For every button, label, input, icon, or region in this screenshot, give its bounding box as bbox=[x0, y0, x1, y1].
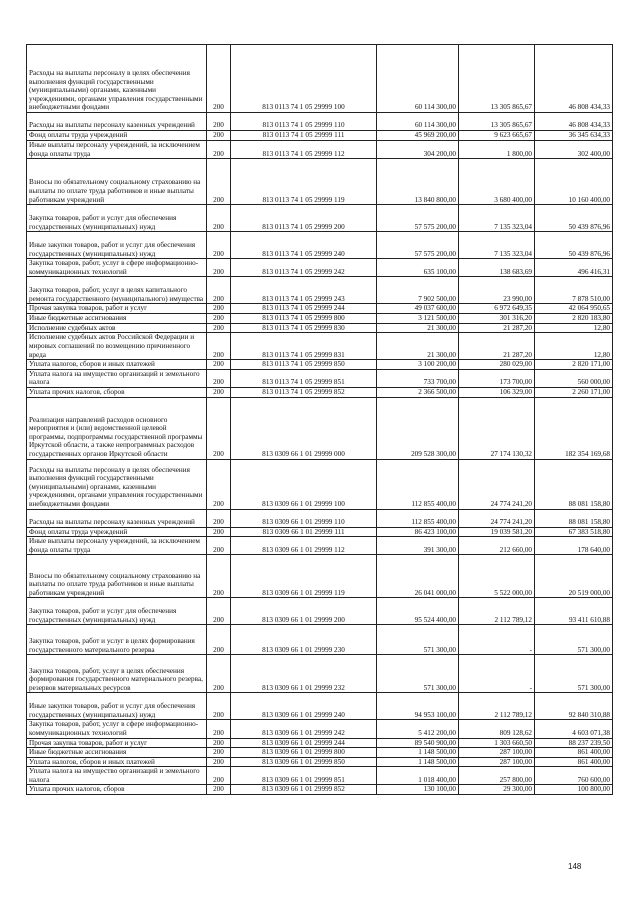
row-approved-amount: 57 575 200,00 bbox=[377, 205, 459, 232]
table-row bbox=[27, 720, 613, 738]
row-unexecuted-amount: 50 439 876,96 bbox=[535, 205, 613, 232]
row-executed-amount: 280 029,00 bbox=[459, 360, 535, 370]
table-row bbox=[27, 313, 613, 323]
row-executed-amount: - bbox=[459, 655, 535, 693]
row-approved-amount: 95 524 400,00 bbox=[377, 598, 459, 625]
row-approved-amount: 21 300,00 bbox=[377, 333, 459, 360]
table-row bbox=[27, 141, 613, 159]
row-unexecuted-amount: 67 383 518,80 bbox=[535, 527, 613, 537]
row-line-code: 200 bbox=[207, 387, 231, 397]
row-name: Уплата налогов, сборов и иных платежей bbox=[27, 757, 207, 767]
row-unexecuted-amount: 7 878 510,00 bbox=[535, 277, 613, 304]
row-unexecuted-amount: 2 820 183,80 bbox=[535, 313, 613, 323]
row-executed-amount: - bbox=[459, 625, 535, 655]
row-executed-amount: 2 112 789,12 bbox=[459, 598, 535, 625]
table-row bbox=[27, 304, 613, 314]
row-unexecuted-amount: 571 300,00 bbox=[535, 655, 613, 693]
row-line-code: 200 bbox=[207, 693, 231, 720]
row-approved-amount: 13 840 800,00 bbox=[377, 159, 459, 205]
row-executed-amount: 173 700,00 bbox=[459, 369, 535, 387]
row-executed-amount: 287 100,00 bbox=[459, 757, 535, 767]
row-approved-amount: 26 041 000,00 bbox=[377, 555, 459, 598]
row-executed-amount: 24 774 241,20 bbox=[459, 459, 535, 509]
table-row bbox=[27, 625, 613, 655]
row-unexecuted-amount: 560 000,00 bbox=[535, 369, 613, 387]
row-name: Взносы по обязательному социальному страхованию на выплаты по оплате труда работников и иные выплаты работникам учреждений bbox=[27, 159, 207, 205]
row-line-code: 200 bbox=[207, 131, 231, 141]
row-unexecuted-amount: 302 400,00 bbox=[535, 141, 613, 159]
row-executed-amount: 23 990,00 bbox=[459, 277, 535, 304]
row-name: Закупка товаров, работ и услуг для обеспечения государственных (муниципальных) нужд bbox=[27, 598, 207, 625]
row-unexecuted-amount: 88 081 158,80 bbox=[535, 459, 613, 509]
table-row bbox=[27, 509, 613, 527]
row-unexecuted-amount: 861 400,00 bbox=[535, 757, 613, 767]
row-unexecuted-amount: 2 260 171,00 bbox=[535, 387, 613, 397]
row-unexecuted-amount: 760 600,00 bbox=[535, 767, 613, 785]
table-row bbox=[27, 333, 613, 360]
row-approved-amount: 1 148 500,00 bbox=[377, 748, 459, 758]
row-line-code: 200 bbox=[207, 369, 231, 387]
row-line-code: 200 bbox=[207, 323, 231, 333]
row-classification-code: 813 0309 66 1 01 29999 111 bbox=[231, 527, 377, 537]
row-name: Расходы на выплаты персоналу в целях обеспечения выполнения функций государственными (муниципальными) органами, казенными учреждениями, органами управления государственными внебюджетными фондами bbox=[27, 459, 207, 509]
row-line-code: 200 bbox=[207, 205, 231, 232]
row-classification-code: 813 0113 74 1 05 29999 110 bbox=[231, 113, 377, 131]
row-approved-amount: 1 148 500,00 bbox=[377, 757, 459, 767]
row-name: Расходы на выплаты персоналу казенных учреждений bbox=[27, 509, 207, 527]
table-row bbox=[27, 397, 613, 459]
budget-execution-table bbox=[26, 44, 613, 795]
row-executed-amount: 21 287,20 bbox=[459, 333, 535, 360]
row-line-code: 200 bbox=[207, 113, 231, 131]
row-executed-amount: 13 305 865,67 bbox=[459, 113, 535, 131]
row-classification-code: 813 0113 74 1 05 29999 112 bbox=[231, 141, 377, 159]
row-approved-amount: 21 300,00 bbox=[377, 323, 459, 333]
row-unexecuted-amount: 861 400,00 bbox=[535, 748, 613, 758]
row-executed-amount: 2 112 789,12 bbox=[459, 693, 535, 720]
row-line-code: 200 bbox=[207, 397, 231, 459]
row-executed-amount: 3 680 400,00 bbox=[459, 159, 535, 205]
row-executed-amount: 1 303 660,50 bbox=[459, 738, 535, 748]
table-row bbox=[27, 757, 613, 767]
row-approved-amount: 391 300,00 bbox=[377, 537, 459, 555]
row-line-code: 200 bbox=[207, 625, 231, 655]
row-name: Иные закупки товаров, работ и услуг для обеспечения государственных (муниципальных) нужд bbox=[27, 693, 207, 720]
row-executed-amount: 287 100,00 bbox=[459, 748, 535, 758]
row-executed-amount: 21 287,20 bbox=[459, 323, 535, 333]
row-name: Закупка товаров, работ, услуг в сфере информационно-коммуникационных технологий bbox=[27, 720, 207, 738]
table-row bbox=[27, 655, 613, 693]
row-line-code: 200 bbox=[207, 277, 231, 304]
row-name: Иные выплаты персоналу учреждений, за исключением фонда оплаты труда bbox=[27, 537, 207, 555]
row-name: Иные бюджетные ассигнования bbox=[27, 748, 207, 758]
row-line-code: 200 bbox=[207, 232, 231, 259]
row-name: Прочая закупка товаров, работ и услуг bbox=[27, 304, 207, 314]
row-line-code: 200 bbox=[207, 757, 231, 767]
row-name: Расходы на выплаты персоналу в целях обеспечения выполнения функций государственными (муниципальными) органами, казенными учреждениями, органами управления государственными внебюджетными фондами bbox=[27, 45, 207, 113]
row-executed-amount: 138 683,69 bbox=[459, 259, 535, 277]
row-line-code: 200 bbox=[207, 655, 231, 693]
table-row bbox=[27, 738, 613, 748]
row-name: Уплата налогов, сборов и иных платежей bbox=[27, 360, 207, 370]
row-unexecuted-amount: 12,80 bbox=[535, 323, 613, 333]
row-name: Уплата налога на имущество организаций и земельного налога bbox=[27, 767, 207, 785]
row-classification-code: 813 0309 66 1 01 29999 230 bbox=[231, 625, 377, 655]
table-row bbox=[27, 360, 613, 370]
row-classification-code: 813 0309 66 1 01 29999 232 bbox=[231, 655, 377, 693]
row-classification-code: 813 0309 66 1 01 29999 244 bbox=[231, 738, 377, 748]
row-approved-amount: 733 700,00 bbox=[377, 369, 459, 387]
table-row bbox=[27, 45, 613, 113]
row-unexecuted-amount: 571 300,00 bbox=[535, 625, 613, 655]
row-classification-code: 813 0309 66 1 01 29999 000 bbox=[231, 397, 377, 459]
row-approved-amount: 7 902 500,00 bbox=[377, 277, 459, 304]
row-executed-amount: 5 522 000,00 bbox=[459, 555, 535, 598]
row-classification-code: 813 0309 66 1 01 29999 800 bbox=[231, 748, 377, 758]
row-classification-code: 813 0113 74 1 05 29999 244 bbox=[231, 304, 377, 314]
row-executed-amount: 212 660,00 bbox=[459, 537, 535, 555]
row-unexecuted-amount: 93 411 610,88 bbox=[535, 598, 613, 625]
table-row bbox=[27, 277, 613, 304]
row-line-code: 200 bbox=[207, 527, 231, 537]
row-classification-code: 813 0113 74 1 05 29999 242 bbox=[231, 259, 377, 277]
table-row bbox=[27, 205, 613, 232]
row-executed-amount: 9 623 665,67 bbox=[459, 131, 535, 141]
row-classification-code: 813 0113 74 1 05 29999 119 bbox=[231, 159, 377, 205]
row-approved-amount: 112 855 400,00 bbox=[377, 459, 459, 509]
row-line-code: 200 bbox=[207, 738, 231, 748]
row-line-code: 200 bbox=[207, 304, 231, 314]
row-name: Фонд оплаты труда учреждений bbox=[27, 131, 207, 141]
row-executed-amount: 6 972 649,35 bbox=[459, 304, 535, 314]
page-number: 148 bbox=[568, 862, 582, 871]
row-approved-amount: 130 100,00 bbox=[377, 785, 459, 795]
row-line-code: 200 bbox=[207, 459, 231, 509]
row-classification-code: 813 0113 74 1 05 29999 852 bbox=[231, 387, 377, 397]
row-name: Закупка товаров, работ, услуг в сфере информационно-коммуникационных технологий bbox=[27, 259, 207, 277]
row-approved-amount: 86 423 100,00 bbox=[377, 527, 459, 537]
row-classification-code: 813 0309 66 1 01 29999 112 bbox=[231, 537, 377, 555]
row-unexecuted-amount: 12,80 bbox=[535, 333, 613, 360]
table-row bbox=[27, 767, 613, 785]
table-row bbox=[27, 387, 613, 397]
row-approved-amount: 1 018 400,00 bbox=[377, 767, 459, 785]
row-approved-amount: 89 540 900,00 bbox=[377, 738, 459, 748]
row-unexecuted-amount: 4 603 071,38 bbox=[535, 720, 613, 738]
row-name: Исполнение судебных актов Российской Федерации и мировых соглашений по возмещению причиненного вреда bbox=[27, 333, 207, 360]
row-approved-amount: 45 969 200,00 bbox=[377, 131, 459, 141]
row-unexecuted-amount: 46 808 434,33 bbox=[535, 45, 613, 113]
row-name: Закупка товаров, работ, услуг в целях капитального ремонта государственного (муниципального) имущества bbox=[27, 277, 207, 304]
row-executed-amount: 106 329,00 bbox=[459, 387, 535, 397]
row-name: Иные выплаты персоналу учреждений, за исключением фонда оплаты труда bbox=[27, 141, 207, 159]
row-line-code: 200 bbox=[207, 555, 231, 598]
row-line-code: 200 bbox=[207, 537, 231, 555]
row-approved-amount: 209 528 300,00 bbox=[377, 397, 459, 459]
row-unexecuted-amount: 88 081 158,80 bbox=[535, 509, 613, 527]
row-approved-amount: 2 366 500,00 bbox=[377, 387, 459, 397]
row-classification-code: 813 0113 74 1 05 29999 100 bbox=[231, 45, 377, 113]
row-line-code: 200 bbox=[207, 313, 231, 323]
table-row bbox=[27, 232, 613, 259]
row-unexecuted-amount: 2 820 171,00 bbox=[535, 360, 613, 370]
row-approved-amount: 60 114 300,00 bbox=[377, 113, 459, 131]
row-classification-code: 813 0113 74 1 05 29999 240 bbox=[231, 232, 377, 259]
row-unexecuted-amount: 496 416,31 bbox=[535, 259, 613, 277]
row-unexecuted-amount: 46 808 434,33 bbox=[535, 113, 613, 131]
row-line-code: 200 bbox=[207, 748, 231, 758]
row-approved-amount: 571 300,00 bbox=[377, 655, 459, 693]
row-classification-code: 813 0309 66 1 01 29999 200 bbox=[231, 598, 377, 625]
row-classification-code: 813 0309 66 1 01 29999 119 bbox=[231, 555, 377, 598]
table-row bbox=[27, 785, 613, 795]
row-line-code: 200 bbox=[207, 767, 231, 785]
table-row bbox=[27, 537, 613, 555]
row-name: Иные закупки товаров, работ и услуг для обеспечения государственных (муниципальных) нужд bbox=[27, 232, 207, 259]
row-executed-amount: 24 774 241,20 bbox=[459, 509, 535, 527]
row-name: Уплата налога на имущество организаций и земельного налога bbox=[27, 369, 207, 387]
row-name: Уплата прочих налогов, сборов bbox=[27, 785, 207, 795]
row-executed-amount: 13 305 865,67 bbox=[459, 45, 535, 113]
row-executed-amount: 809 128,62 bbox=[459, 720, 535, 738]
row-line-code: 200 bbox=[207, 598, 231, 625]
table-row bbox=[27, 159, 613, 205]
table-row bbox=[27, 323, 613, 333]
row-line-code: 200 bbox=[207, 259, 231, 277]
row-unexecuted-amount: 42 064 950,65 bbox=[535, 304, 613, 314]
row-unexecuted-amount: 92 840 310,88 bbox=[535, 693, 613, 720]
row-approved-amount: 94 953 100,00 bbox=[377, 693, 459, 720]
row-line-code: 200 bbox=[207, 141, 231, 159]
row-unexecuted-amount: 10 160 400,00 bbox=[535, 159, 613, 205]
row-line-code: 200 bbox=[207, 360, 231, 370]
table-row bbox=[27, 748, 613, 758]
row-name: Закупка товаров, работ и услуг для обеспечения государственных (муниципальных) нужд bbox=[27, 205, 207, 232]
row-classification-code: 813 0113 74 1 05 29999 850 bbox=[231, 360, 377, 370]
row-executed-amount: 1 800,00 bbox=[459, 141, 535, 159]
table-row bbox=[27, 459, 613, 509]
row-approved-amount: 3 121 500,00 bbox=[377, 313, 459, 323]
row-executed-amount: 301 316,20 bbox=[459, 313, 535, 323]
row-approved-amount: 49 037 600,00 bbox=[377, 304, 459, 314]
row-approved-amount: 3 100 200,00 bbox=[377, 360, 459, 370]
table-row bbox=[27, 131, 613, 141]
row-approved-amount: 112 855 400,00 bbox=[377, 509, 459, 527]
table-body bbox=[27, 45, 613, 795]
row-unexecuted-amount: 36 345 634,33 bbox=[535, 131, 613, 141]
row-name: Иные бюджетные ассигнования bbox=[27, 313, 207, 323]
row-approved-amount: 57 575 200,00 bbox=[377, 232, 459, 259]
row-classification-code: 813 0309 66 1 01 29999 110 bbox=[231, 509, 377, 527]
row-executed-amount: 19 039 581,20 bbox=[459, 527, 535, 537]
row-classification-code: 813 0113 74 1 05 29999 831 bbox=[231, 333, 377, 360]
row-unexecuted-amount: 50 439 876,96 bbox=[535, 232, 613, 259]
row-classification-code: 813 0113 74 1 05 29999 800 bbox=[231, 313, 377, 323]
row-classification-code: 813 0309 66 1 01 29999 852 bbox=[231, 785, 377, 795]
table-row bbox=[27, 693, 613, 720]
table-row bbox=[27, 113, 613, 131]
row-approved-amount: 635 100,00 bbox=[377, 259, 459, 277]
table-row bbox=[27, 369, 613, 387]
row-approved-amount: 571 300,00 bbox=[377, 625, 459, 655]
row-name: Фонд оплаты труда учреждений bbox=[27, 527, 207, 537]
row-classification-code: 813 0113 74 1 05 29999 243 bbox=[231, 277, 377, 304]
table-row bbox=[27, 555, 613, 598]
row-name: Взносы по обязательному социальному страхованию на выплаты по оплате труда работников и иные выплаты работникам учреждений bbox=[27, 555, 207, 598]
table-row bbox=[27, 527, 613, 537]
row-name: Закупка товаров, работ и услуг в целях формирования государственного материального резерва bbox=[27, 625, 207, 655]
row-classification-code: 813 0113 74 1 05 29999 851 bbox=[231, 369, 377, 387]
row-executed-amount: 257 800,00 bbox=[459, 767, 535, 785]
row-name: Уплата прочих налогов, сборов bbox=[27, 387, 207, 397]
row-classification-code: 813 0113 74 1 05 29999 200 bbox=[231, 205, 377, 232]
row-executed-amount: 7 135 323,04 bbox=[459, 205, 535, 232]
row-name: Реализация направлений расходов основного мероприятия и (или) ведомственной целевой программы, подпрограммы государственной программы Иркутской области, а также непрограммных расходов государственных органов Иркутской области bbox=[27, 397, 207, 459]
row-classification-code: 813 0309 66 1 01 29999 851 bbox=[231, 767, 377, 785]
table-row bbox=[27, 598, 613, 625]
row-line-code: 200 bbox=[207, 159, 231, 205]
row-name: Прочая закупка товаров, работ и услуг bbox=[27, 738, 207, 748]
row-approved-amount: 60 114 300,00 bbox=[377, 45, 459, 113]
row-line-code: 200 bbox=[207, 509, 231, 527]
row-approved-amount: 5 412 200,00 bbox=[377, 720, 459, 738]
row-name: Закупка товаров, работ, услуг в целях обеспечения формирования государственного материального резерва, резервов материальных ресурсов bbox=[27, 655, 207, 693]
row-classification-code: 813 0309 66 1 01 29999 100 bbox=[231, 459, 377, 509]
row-line-code: 200 bbox=[207, 45, 231, 113]
row-classification-code: 813 0309 66 1 01 29999 240 bbox=[231, 693, 377, 720]
row-name: Расходы на выплаты персоналу казенных учреждений bbox=[27, 113, 207, 131]
row-executed-amount: 29 300,00 bbox=[459, 785, 535, 795]
row-classification-code: 813 0113 74 1 05 29999 111 bbox=[231, 131, 377, 141]
row-unexecuted-amount: 178 640,00 bbox=[535, 537, 613, 555]
row-executed-amount: 7 135 323,04 bbox=[459, 232, 535, 259]
row-unexecuted-amount: 20 519 000,00 bbox=[535, 555, 613, 598]
row-executed-amount: 27 174 130,32 bbox=[459, 397, 535, 459]
row-line-code: 200 bbox=[207, 333, 231, 360]
row-unexecuted-amount: 182 354 169,68 bbox=[535, 397, 613, 459]
row-line-code: 200 bbox=[207, 785, 231, 795]
row-unexecuted-amount: 88 237 239,50 bbox=[535, 738, 613, 748]
row-unexecuted-amount: 100 800,00 bbox=[535, 785, 613, 795]
row-line-code: 200 bbox=[207, 720, 231, 738]
row-name: Исполнение судебных актов bbox=[27, 323, 207, 333]
row-approved-amount: 304 200,00 bbox=[377, 141, 459, 159]
row-classification-code: 813 0309 66 1 01 29999 242 bbox=[231, 720, 377, 738]
row-classification-code: 813 0309 66 1 01 29999 850 bbox=[231, 757, 377, 767]
row-classification-code: 813 0113 74 1 05 29999 830 bbox=[231, 323, 377, 333]
table-row bbox=[27, 259, 613, 277]
